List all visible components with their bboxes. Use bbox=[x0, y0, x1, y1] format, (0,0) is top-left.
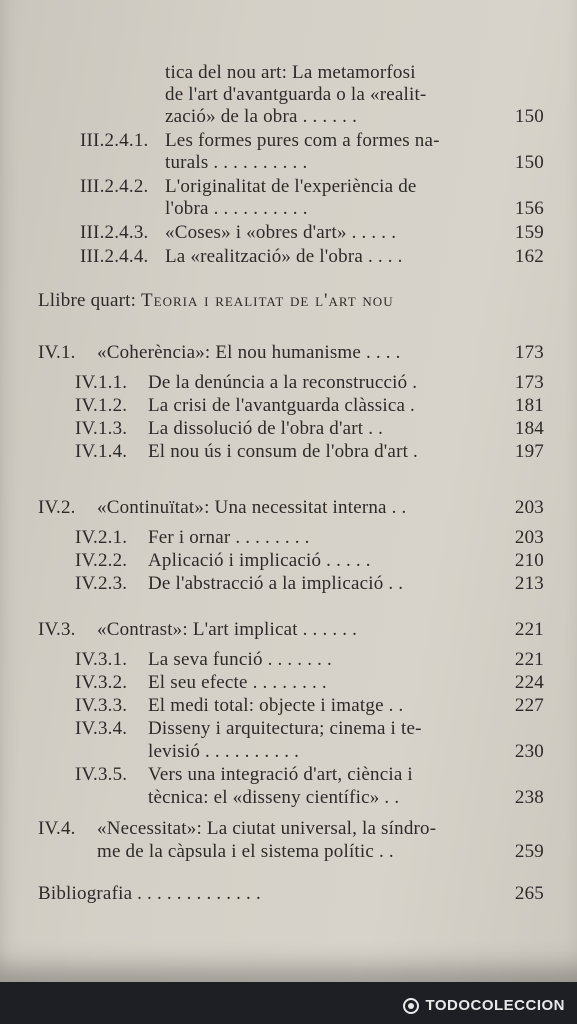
toc-entry-text: Disseny i arquitectura; cinema i te- bbox=[148, 718, 422, 739]
toc-entry-text: La dissolució de l'obra d'art . . bbox=[148, 418, 384, 439]
toc-entry-text: El nou ús i consum de l'obra d'art . bbox=[148, 441, 418, 462]
toc-entry-text: La «realització» de l'obra . . . . bbox=[165, 246, 403, 267]
toc-page-number: 181 bbox=[514, 395, 544, 416]
toc-page-number: 184 bbox=[514, 418, 544, 439]
toc-entry-number: III.2.4.3. bbox=[80, 222, 149, 243]
toc-entry-text: Vers una integració d'art, ciència i bbox=[148, 764, 413, 785]
toc-entry-text: Fer i ornar . . . . . . . . bbox=[148, 527, 310, 548]
toc-page-number: 203 bbox=[514, 497, 544, 518]
toc-page-number: 203 bbox=[514, 527, 544, 548]
toc-page-number: 259 bbox=[514, 841, 544, 862]
toc-page-number: 221 bbox=[514, 619, 544, 640]
watermark bbox=[403, 997, 565, 1014]
toc-page-number: 173 bbox=[514, 342, 544, 363]
book-heading-title: Teoria i realitat de l'art nou bbox=[141, 290, 394, 311]
toc-entry-text: De l'abstracció a la implicació . . bbox=[148, 573, 404, 594]
toc-page-number: 265 bbox=[514, 883, 544, 904]
toc-page-number: 238 bbox=[514, 787, 544, 808]
toc-entry-number: IV.3.1. bbox=[75, 649, 128, 670]
toc-entry-text: tècnica: el «disseny científic» . . bbox=[148, 787, 400, 808]
toc-page-number: 224 bbox=[514, 672, 544, 693]
toc-page-number: 150 bbox=[514, 106, 544, 127]
toc-page-number: 210 bbox=[514, 550, 544, 571]
toc-cont-line: de l'art d'avantguarda o la «realit- bbox=[165, 84, 427, 105]
toc-section-title: «Necessitat»: La ciutat universal, la síndro- bbox=[97, 818, 437, 839]
toc-section-title: «Coherència»: El nou humanisme . . . . bbox=[97, 342, 401, 363]
toc-page-number: 173 bbox=[514, 372, 544, 393]
toc-entry-number: III.2.4.2. bbox=[80, 176, 149, 197]
toc-entry-text: La crisi de l'avantguarda clàssica . bbox=[148, 395, 416, 416]
toc-section-title: «Continuïtat»: Una necessitat interna . . bbox=[97, 497, 407, 518]
toc-entry-number: III.2.4.4. bbox=[80, 246, 149, 267]
toc-entry-text: L'originalitat de l'experiència de bbox=[165, 176, 417, 197]
toc-page-number: 221 bbox=[514, 649, 544, 670]
toc-section-title: «Contrast»: L'art implicat . . . . . . bbox=[97, 619, 358, 640]
toc-section-number: IV.2. bbox=[38, 497, 76, 518]
toc-entry-number: IV.3.2. bbox=[75, 672, 128, 693]
toc-entry-number: IV.1.3. bbox=[75, 418, 128, 439]
toc-section-number: IV.4. bbox=[38, 818, 76, 839]
toc-page-number: 213 bbox=[514, 573, 544, 594]
toc-entry-number: IV.1.4. bbox=[75, 441, 128, 462]
watermark-text: TODOCOLECCION bbox=[425, 997, 565, 1014]
toc-entry-number: IV.3.3. bbox=[75, 695, 128, 716]
toc-entry-text: l'obra . . . . . . . . . . bbox=[165, 198, 308, 219]
toc-cont-line: tica del nou art: La metamorfosi bbox=[165, 62, 416, 83]
toc-entry-text: Les formes pures com a formes na- bbox=[165, 130, 440, 151]
todocoleccion-logo-icon bbox=[403, 998, 419, 1014]
toc-cont-line: zació» de la obra . . . . . . bbox=[165, 106, 358, 127]
toc-entry-text: «Coses» i «obres d'art» . . . . . bbox=[165, 222, 397, 243]
toc-entry-number: IV.2.2. bbox=[75, 550, 128, 571]
toc-entry-number: IV.2.3. bbox=[75, 573, 128, 594]
toc-page-number: 230 bbox=[514, 741, 544, 762]
toc-entry-text: levisió . . . . . . . . . . bbox=[148, 741, 300, 762]
book-heading bbox=[38, 290, 394, 312]
toc-entry-text: Aplicació i implicació . . . . . bbox=[148, 550, 371, 571]
toc-entry-number: IV.2.1. bbox=[75, 527, 128, 548]
toc-bibliography: Bibliografia . . . . . . . . . . . . . bbox=[38, 883, 261, 904]
toc-page-number: 150 bbox=[514, 152, 544, 173]
toc-page-number: 156 bbox=[514, 198, 544, 219]
toc-entry-number: IV.1.2. bbox=[75, 395, 128, 416]
toc-page-number: 197 bbox=[514, 441, 544, 462]
toc-entry-number: IV.1.1. bbox=[75, 372, 128, 393]
toc-page-number: 227 bbox=[514, 695, 544, 716]
toc-entry-text: El medi total: objecte i imatge . . bbox=[148, 695, 404, 716]
toc-entry-text: turals . . . . . . . . . . bbox=[165, 152, 308, 173]
toc-entry-text: De la denúncia a la reconstrucció . bbox=[148, 372, 418, 393]
toc-entry-text: La seva funció . . . . . . . bbox=[148, 649, 332, 670]
toc-section-number: IV.3. bbox=[38, 619, 76, 640]
toc-section-number: IV.1. bbox=[38, 342, 76, 363]
book-heading-prefix: Llibre quart: bbox=[38, 290, 137, 311]
toc-entry-number: IV.3.4. bbox=[75, 718, 128, 739]
toc-entry-number: III.2.4.1. bbox=[80, 130, 149, 151]
toc-page-number: 162 bbox=[514, 246, 544, 267]
toc-entry-number: IV.3.5. bbox=[75, 764, 128, 785]
toc-entry-text: El seu efecte . . . . . . . . bbox=[148, 672, 327, 693]
toc-section-title: me de la càpsula i el sistema polític . . bbox=[97, 841, 394, 862]
toc-page-number: 159 bbox=[514, 222, 544, 243]
